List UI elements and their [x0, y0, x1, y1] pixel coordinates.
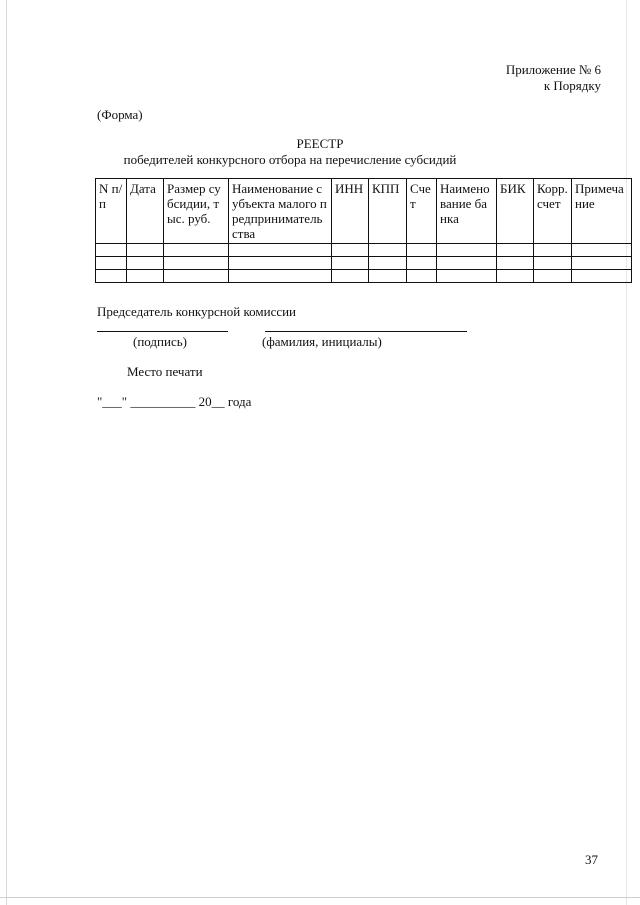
table-cell [534, 244, 572, 257]
table-cell [497, 244, 534, 257]
table-cell [127, 270, 164, 283]
table-cell [164, 257, 229, 270]
table-cell [407, 244, 437, 257]
table-cell [534, 270, 572, 283]
header-cell: Размер субсидии, тыс. руб. [164, 179, 229, 244]
table-cell [96, 257, 127, 270]
table-row [96, 244, 632, 257]
table-header-row [96, 179, 632, 244]
header-cell: Наименование субъекта малого предприниматель ства [229, 179, 332, 244]
table-cell [572, 244, 632, 257]
signature-line [97, 331, 228, 332]
appendix-line-1: Приложение № 6 [505, 62, 601, 77]
table-cell [407, 270, 437, 283]
name-caption: (фамилия, инициалы) [262, 334, 382, 349]
table-cell [572, 270, 632, 283]
header-cell: КПП [369, 179, 407, 244]
table-cell [369, 244, 407, 257]
registry-table [95, 178, 632, 283]
table-cell [96, 244, 127, 257]
document-subtitle: победителей конкурсного отбора на перечисление субсидий [123, 152, 457, 167]
header-cell: Сче т [407, 179, 437, 244]
table-cell [229, 257, 332, 270]
table-cell [229, 270, 332, 283]
document-title: РЕЕСТР [296, 136, 344, 151]
table-cell [497, 270, 534, 283]
table-cell [127, 244, 164, 257]
scan-edge-left [6, 0, 7, 905]
signature-caption: (подпись) [133, 334, 187, 349]
table-cell [369, 270, 407, 283]
chairman-label: Председатель конкурсной комиссии [97, 304, 297, 319]
table-cell [332, 257, 369, 270]
seal-place: Место печати [127, 364, 203, 379]
table-cell [497, 257, 534, 270]
table-cell [332, 270, 369, 283]
scan-edge-right [626, 0, 627, 905]
table-cell [127, 257, 164, 270]
appendix-line-2: к Порядку [543, 78, 601, 93]
name-line [265, 331, 467, 332]
date-line: "___" __________ 20__ года [97, 394, 252, 409]
table-row [96, 257, 632, 270]
scan-edge-bottom [0, 897, 640, 898]
table-cell [437, 244, 497, 257]
table-cell [437, 257, 497, 270]
table-cell [229, 244, 332, 257]
table-cell [96, 270, 127, 283]
table-cell [369, 257, 407, 270]
page-number: 37 [585, 852, 598, 867]
table-cell [164, 244, 229, 257]
table-cell [437, 270, 497, 283]
header-cell: Корр. счет [534, 179, 572, 244]
header-cell: Дата [127, 179, 164, 244]
header-cell: ИНН [332, 179, 369, 244]
table-cell [332, 244, 369, 257]
header-cell: Наимено вание банка [437, 179, 497, 244]
header-cell: N п/п [96, 179, 127, 244]
table-cell [534, 257, 572, 270]
form-label: (Форма) [97, 107, 143, 122]
table-row [96, 270, 632, 283]
table-cell [164, 270, 229, 283]
table-cell [407, 257, 437, 270]
header-cell: БИК [497, 179, 534, 244]
header-cell: Примеча ние [572, 179, 632, 244]
table-cell [572, 257, 632, 270]
